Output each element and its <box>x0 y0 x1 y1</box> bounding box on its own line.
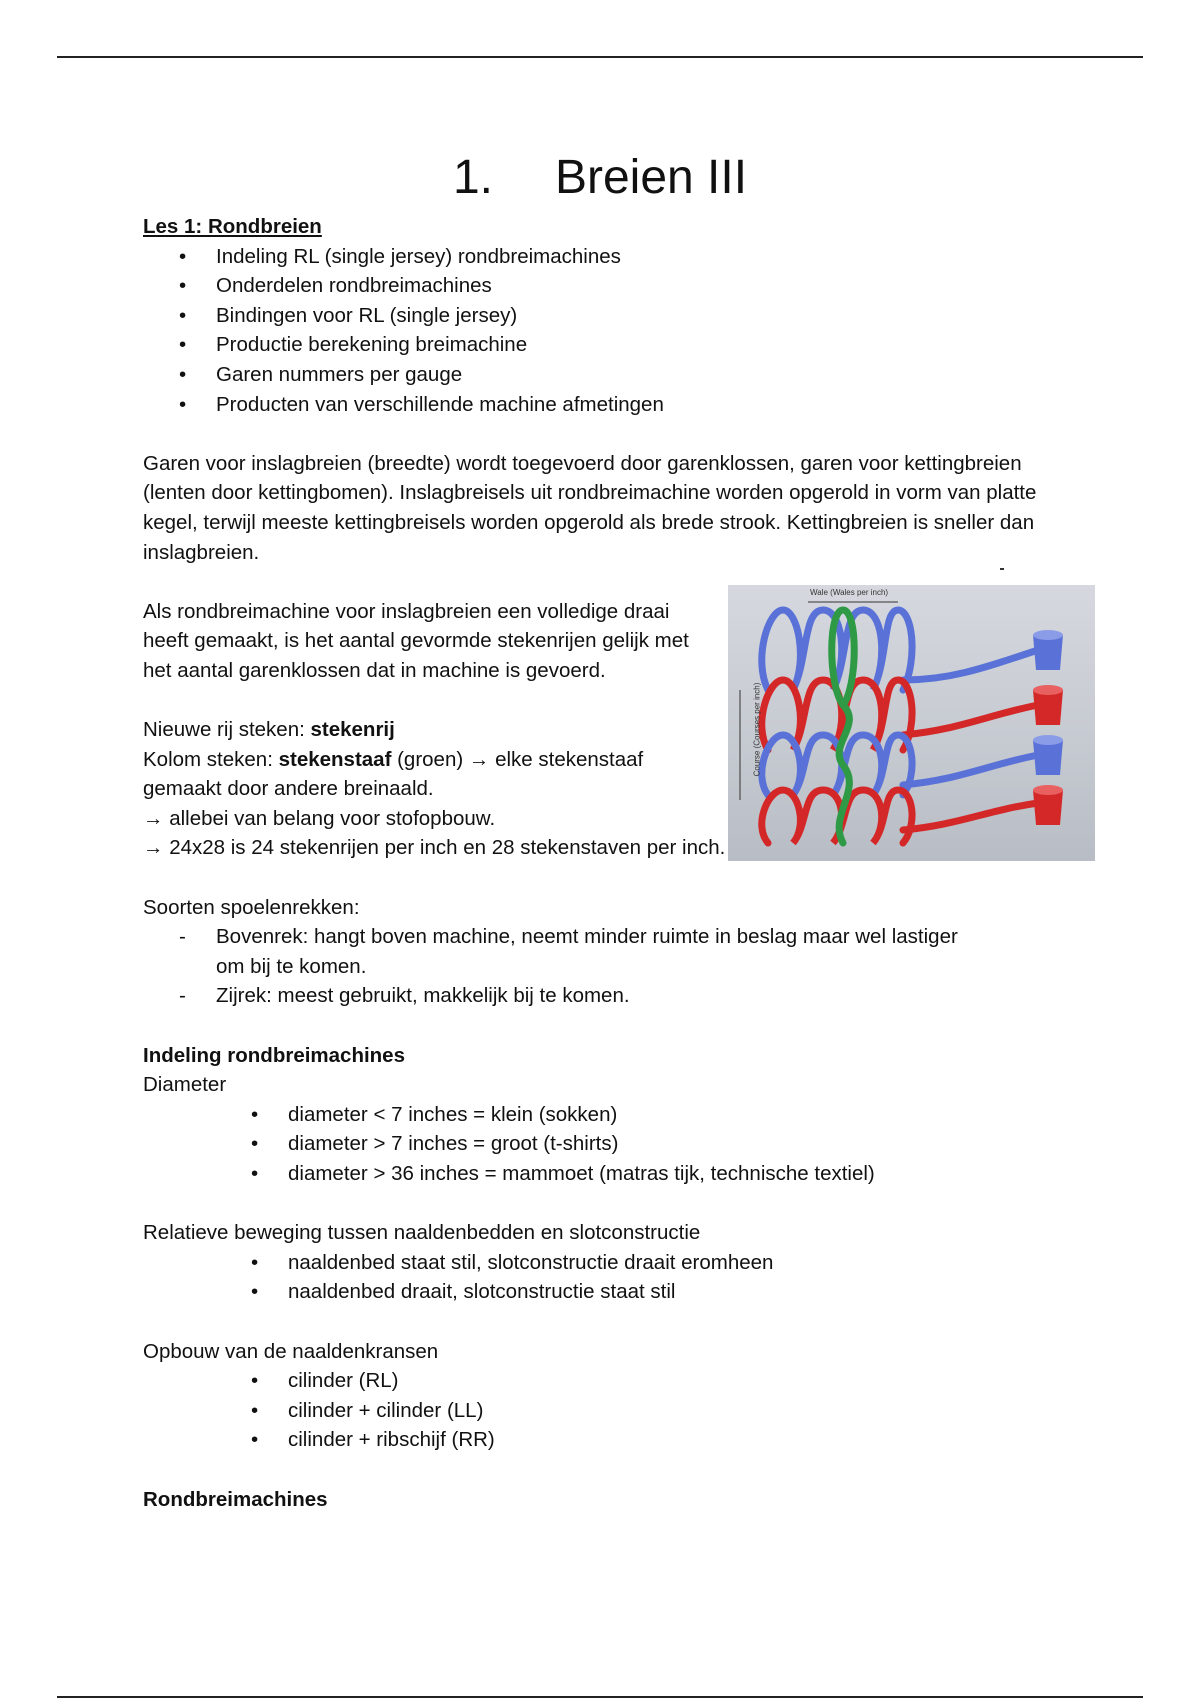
header-rule <box>57 56 1143 58</box>
list-item: • diameter < 7 inches = klein (sokken) <box>143 1100 1063 1130</box>
list-item: • Garen nummers per gauge <box>143 360 1063 390</box>
yarn-red-feed-1 <box>903 705 1038 735</box>
diameter-list <box>143 1100 1063 1189</box>
stitch-row-label: Nieuwe rij steken: <box>143 718 311 742</box>
racks-list <box>143 922 1063 1011</box>
list-item: • Indeling RL (single jersey) rondbreimachines <box>143 242 1063 272</box>
yarn-rows <box>762 610 1038 843</box>
title-text: Breien III <box>554 151 748 204</box>
list-item: - Zijrek: meest gebruikt, makkelijk bij te komen. <box>143 981 1063 1011</box>
wale-label: Wale (Wales per inch) <box>810 588 889 597</box>
yarn-blue-feed-1 <box>903 650 1038 680</box>
cone-blue-2-top <box>1033 735 1063 745</box>
stitch-note-2: → 24x28 is 24 stekenrijen per inch en 28 stekenstaven per inch. <box>143 836 726 860</box>
list-item: • cilinder + cilinder (LL) <box>143 1396 1063 1426</box>
list-item: • naaldenbed draait, slotconstructie staat stil <box>143 1277 1063 1307</box>
racks-heading: Soorten spoelenrekken: <box>143 895 360 919</box>
list-item: • Onderdelen rondbreimachines <box>143 271 1063 301</box>
paragraph-rondbreimachine: Als rondbreimachine voor inslagbreien een volledige draai heeft gemaakt, is het aantal gevormde stekenrijen gelijk met het aantal garenklossen dat in machine is gevoerd. <box>143 599 689 682</box>
cone-blue-1-top <box>1033 630 1063 640</box>
list-item: • Producten van verschillende machine afmetingen <box>143 390 1063 420</box>
diameter-label: Diameter <box>143 1073 227 1097</box>
lesson-list <box>143 242 1063 420</box>
list-item: • cilinder + ribschijf (RR) <box>143 1425 1063 1455</box>
knit-loops-illustration <box>728 585 1095 861</box>
lesson-heading: Les 1: Rondbreien <box>143 215 322 238</box>
stitch-col-label: Kolom steken: <box>143 747 279 771</box>
list-item: - Bovenrek: hangt boven machine, neemt minder ruimte in beslag maar wel lastiger om bij te komen. <box>143 922 1063 981</box>
list-item: • diameter > 7 inches = groot (t-shirts) <box>143 1129 1063 1159</box>
knit-structure-figure <box>728 585 1095 861</box>
cone-blue-1 <box>1033 635 1063 670</box>
cone-red-2 <box>1033 790 1063 825</box>
yarn-cones <box>1033 630 1063 825</box>
indeling-heading: Indeling rondbreimachines <box>143 1043 405 1067</box>
cone-red-2-top <box>1033 785 1063 795</box>
stitch-col-term: stekenstaaf <box>278 747 392 771</box>
yarn-blue-feed-2 <box>903 755 1038 785</box>
cone-red-1-top <box>1033 685 1063 695</box>
relative-list <box>143 1248 1063 1307</box>
list-item: • naaldenbed staat stil, slotconstructie draait eromheen <box>143 1248 1063 1278</box>
stitch-note-1: → allebei van belang voor stofopbouw. <box>143 806 496 830</box>
final-heading: Rondbreimachines <box>143 1487 328 1511</box>
list-item: • Productie berekening breimachine <box>143 330 1063 360</box>
stitch-col-line <box>143 745 703 804</box>
relative-label: Relatieve beweging tussen naaldenbedden en slotconstructie <box>143 1221 701 1245</box>
course-label: Course (Courses per inch) <box>752 682 762 777</box>
build-label: Opbouw van de naaldenkransen <box>143 1339 439 1363</box>
list-item: • diameter > 36 inches = mammoet (matras tijk, technische textiel) <box>143 1159 1063 1189</box>
stray-mark <box>1000 568 1004 570</box>
cone-red-1 <box>1033 690 1063 725</box>
stitch-col-rest: (groen) → elke stekenstaaf gemaakt door andere breinaald. <box>143 747 644 801</box>
paragraph-garen: Garen voor inslagbreien (breedte) wordt toegevoerd door garenklossen, garen voor kettingbreien (lenten door kettingbomen). Inslagbreisels uit rondbreimachine worden opgerold in vorm van platte kegel, terwijl meeste kettingbreisels worden opgerold als brede strook. Kettingbreien is sneller dan inslagbreien. <box>143 451 1037 564</box>
document-body <box>143 212 1063 1514</box>
yarn-blue-row-3 <box>762 735 912 795</box>
list-item: • Bindingen voor RL (single jersey) <box>143 301 1063 331</box>
stitch-row-term: stekenrij <box>310 718 395 742</box>
list-item: • cilinder (RL) <box>143 1366 1063 1396</box>
page-title <box>0 148 1200 208</box>
cone-blue-2 <box>1033 740 1063 775</box>
title-number: 1. <box>452 151 493 204</box>
build-list <box>143 1366 1063 1455</box>
footer-rule <box>57 1696 1143 1698</box>
yarn-red-feed-2 <box>903 803 1038 830</box>
